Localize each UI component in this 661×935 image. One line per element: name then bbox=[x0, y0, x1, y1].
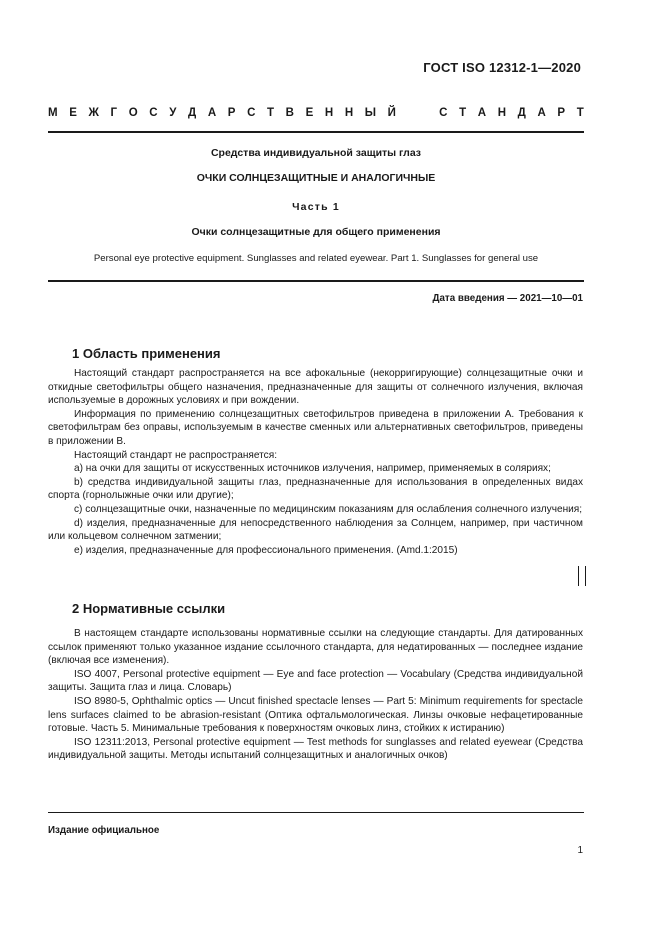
banner-letter: С bbox=[149, 107, 158, 119]
reference-item: ISO 12311:2013, Personal protective equipment — Test methods for sunglasses and related eyewear (Средства индивидуальной защиты. Методы испытаний солнцезащитных и аналогичных очков) bbox=[48, 736, 583, 762]
banner-letter: Н bbox=[344, 107, 354, 119]
banner-letter: Ж bbox=[88, 107, 99, 119]
part-label: Часть 1 bbox=[292, 201, 340, 213]
banner-letter: Н bbox=[497, 107, 507, 119]
document-code: ГОСТ ISO 12312-1—2020 bbox=[423, 60, 581, 75]
banner-letter: Е bbox=[305, 107, 314, 119]
section-2-body bbox=[48, 627, 583, 763]
interstate-standard-banner bbox=[48, 107, 584, 119]
banner-letter: Р bbox=[557, 107, 566, 119]
list-item: b) средства индивидуальной защиты глаз, предназначенные для использования в определенных видах спорта (горнолыжные очки или другие); bbox=[48, 476, 583, 502]
banner-letter: Т bbox=[459, 107, 467, 119]
banner-letter: А bbox=[207, 107, 217, 119]
list-item: а) на очки для защиты от искусственных источников излучения, например, применяемых в соляриях; bbox=[74, 463, 551, 475]
paragraph: Настоящий стандарт не распространяется: bbox=[74, 449, 277, 461]
section-2-heading: 2 Нормативные ссылки bbox=[72, 601, 226, 616]
banner-letter: Ы bbox=[364, 107, 377, 119]
list-item: с) солнцезащитные очки, назначенные по медицинским показаниям для ослабления солнечного излучения; bbox=[74, 503, 583, 515]
banner-letter: С bbox=[439, 107, 448, 119]
part-title: Очки солнцезащитные для общего применения bbox=[191, 226, 441, 238]
document-subtitle: Средства индивидуальной защиты глаз bbox=[210, 147, 422, 159]
title-divider bbox=[48, 280, 584, 282]
page-number: 1 bbox=[577, 845, 583, 856]
banner-letter: Д bbox=[517, 107, 526, 119]
paragraph: Информация по применению солнцезащитных светофильтров приведена в приложении А. Требования к светофильтрам без оправы, используемым в качестве сменных или альтернативных светофильтров, приведены в приложении В. bbox=[48, 408, 583, 447]
banner-letter: В bbox=[285, 107, 294, 119]
paragraph: В настоящем стандарте использованы нормативные ссылки на следующие стандарты. Для датированных ссылок применяют только указанное издание ссылочного стандарта, для недатированных — последнее издание (включая все изменения). bbox=[48, 628, 583, 667]
introduction-date: Дата введения — 2021—10—01 bbox=[432, 293, 583, 304]
official-edition-label: Издание официальное bbox=[48, 825, 160, 836]
change-marker bbox=[578, 566, 586, 586]
banner-word-gap bbox=[408, 107, 428, 119]
document-title: ОЧКИ СОЛНЦЕЗАЩИТНЫЕ И АНАЛОГИЧНЫЕ bbox=[196, 172, 436, 184]
banner-letter: Н bbox=[324, 107, 334, 119]
header-divider bbox=[48, 131, 584, 133]
english-title: Personal eye protective equipment. Sunglasses and related eyewear. Part 1. Sunglasses for general use bbox=[93, 253, 539, 264]
banner-letter: Е bbox=[69, 107, 77, 119]
banner-letter: Т bbox=[267, 107, 275, 119]
banner-letter: А bbox=[537, 107, 546, 119]
list-item: d) изделия, предназначенные для непосредственного наблюдения за Солнцем, например, при частичном или кольцевом солнечном затмении; bbox=[48, 517, 583, 543]
section-1-body bbox=[48, 367, 583, 557]
section-1-heading: 1 Область применения bbox=[72, 346, 221, 361]
banner-letter: Г bbox=[110, 107, 118, 119]
banner-letter: Т bbox=[576, 107, 584, 119]
banner-letter: О bbox=[128, 107, 138, 119]
banner-letter: М bbox=[48, 107, 58, 119]
banner-letter: Р bbox=[227, 107, 236, 119]
banner-letter: А bbox=[477, 107, 487, 119]
reference-item: ISO 8980-5, Ophthalmic optics — Uncut finished spectacle lenses — Part 5: Minimum requirements for spectacle lens surfaces claimed to be abrasion-resistant (Оптика офтальмологическая. Линзы очковые нефацетированные готовые. Часть 5. Минимальные требования к поверхностям очковых линз, стойких к истиранию) bbox=[48, 695, 583, 735]
paragraph: Настоящий стандарт распространяется на все афокальные (некорригирующие) солнцезащитные очки и откидные светофильтры общего назначения, предназначенные для защиты от солнечного излучения, включая используемые в дорожных условиях и при вождении. bbox=[48, 368, 583, 407]
list-item: е) изделия, предназначенные для профессионального применения. (Amd.1:2015) bbox=[74, 544, 458, 556]
banner-letter: Й bbox=[387, 107, 396, 119]
footer-divider bbox=[48, 812, 584, 813]
banner-letter: С bbox=[247, 107, 256, 119]
reference-item: ISO 4007, Personal protective equipment — Eye and face protection — Vocabulary (Средства индивидуальной защиты. Защита глаз и лица. Словарь) bbox=[48, 668, 583, 694]
banner-letter: Д bbox=[188, 107, 197, 119]
banner-letter: У bbox=[169, 107, 177, 119]
